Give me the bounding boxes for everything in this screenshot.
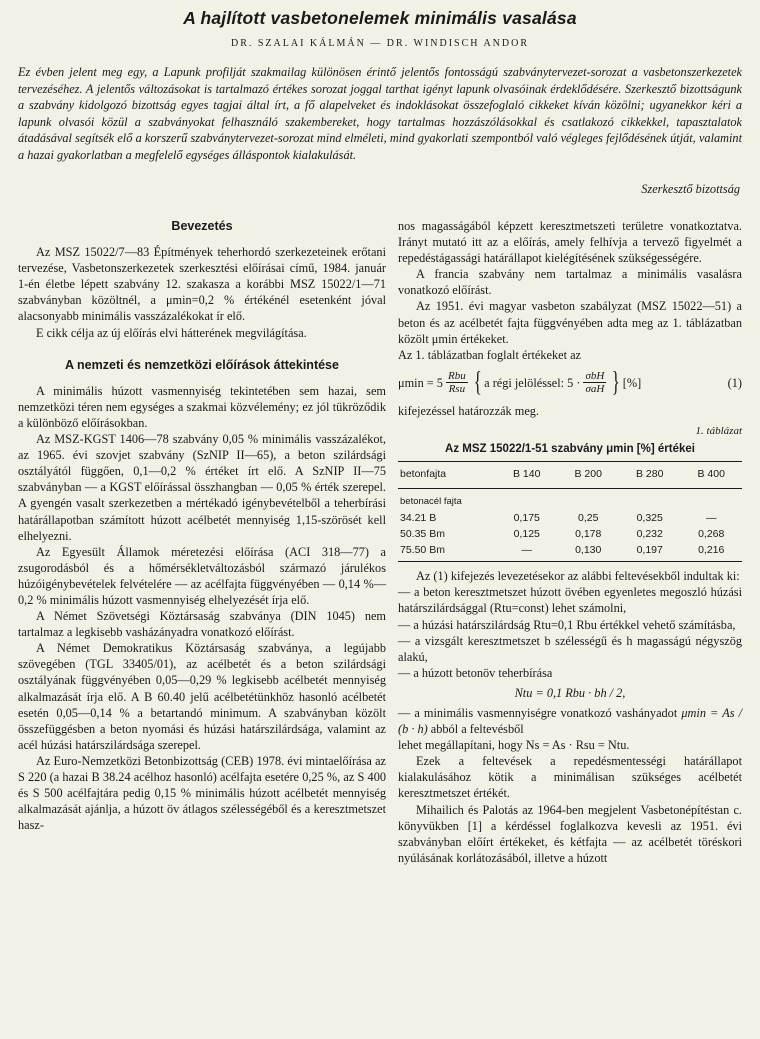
table-header: betonfajta <box>398 462 496 489</box>
paragraph: Ezek a feltevések a repedésmentességi határállapot kialakulásához kötik a minimálisan szükséges acélbetét keresztmetszet értékét. <box>398 754 742 801</box>
list-item: — a vizsgált keresztmetszet b szélességű és h magasságú négyszög alakú, <box>398 633 742 664</box>
table-title: Az MSZ 15022/1-51 szabvány μmin [%] értékei <box>445 443 695 456</box>
paragraph: Az Euro-Nemzetközi Betonbizottság (CEB) 1978. évi mintaelőírása az S 220 (a hazai B 38.24 acélhoz hasonló) acélfajta esetére 0,25 %, az S 400 és S 500 acélfajtára pedig 0,15 % minimális húzott acélbetét mennyiség alkalmazását ajánlja, a húzott öv átlagos szélességéből és a keresztmetszet hasz- <box>18 753 386 833</box>
assumptions-list-cont <box>398 705 742 753</box>
table-cell: 0,175 <box>513 512 540 525</box>
table-row <box>398 526 742 542</box>
table-row <box>398 542 742 562</box>
assumptions-list <box>398 584 742 681</box>
paragraph: nos magasságából képzett keresztmetszeti területre vonatkoztatva. Irányt mutató itt az a előírás, amely felhívja a tervező figyelmét a repedéstágassági határállapot kielégítésének szükségességére. <box>398 219 742 266</box>
list-item-text: abból a feltevésből <box>430 722 524 737</box>
paragraph: Az MSZ 15022/7—83 Építmények teherhordó szerkezeteinek erőtani tervezése, Vasbetonszerkezetek szerkesztési előírásai című, 1984. január 1-én életbe lépett szabvány 12. szakasza a korábbi MSZ 15022/1—71 szabványban közöltnél, a μmin=0,2 % értékénél esetenként jóval alacsonyabb minimális vasszázalékokat ír elő. <box>18 245 386 324</box>
table-cell: 50.35 Bm <box>400 528 445 541</box>
authors-line: DR. SZALAI KÁLMÁN — DR. WINDISCH ANDOR <box>230 38 530 49</box>
table-cell: 0,197 <box>619 542 680 562</box>
paragraph: A francia szabvány nem tartalmaz a minimális vasalásra vonatkozó előírást. <box>398 267 742 298</box>
editorial-signature: Szerkesztő bizottság <box>641 182 740 196</box>
list-item: — a húzott betonöv teherbírása <box>398 665 553 680</box>
data-table <box>398 461 742 562</box>
table-header: B 400 <box>680 462 742 489</box>
paragraph: Az 1. táblázatban foglalt értékeket az <box>398 347 581 362</box>
table-group-row <box>398 489 742 511</box>
paragraph: Az Egyesült Államok méretezési előírása (ACI 318—77) a zsugorodásból és a hőmérsékletváltozásból származó járulékos húzóigénybevételek felvételére — az acélfajta függvényében — 0,14 %—0,2 % minimális húzott vasmennyiség elhelyezését írja elő. <box>18 544 386 607</box>
table-cell: 0,232 <box>636 528 663 541</box>
table-row <box>398 510 742 526</box>
article-title: A hajlított vasbetonelemek minimális vasalása <box>183 8 577 28</box>
list-item: lehet megállapítani, hogy Ns = As · Rsu = Ntu. <box>398 738 630 753</box>
heading-review: A nemzeti és nemzetközi előírások áttekintése <box>65 357 339 372</box>
paragraph: A Német Demokratikus Köztársaság szabványa, a legújabb szövegében (TGL 33405/01), az acélbetét és a beton szilárdsági osztályának függvényében 0,05—0,29 % legkisebb acélbetét mennyiség alkalmazását írja elő. A B 60.40 jelű acélbetétünkhöz hasonló acélbetét esetén 0,05—0,14 % a betartandó minimum. A szabványban közölt összefüggésben a beton nyomási és húzási határszilárdsága, valamint az acél húzási határszilárdsága szerepel. <box>18 641 386 752</box>
formula-mid: a régi jelöléssel: 5 · <box>484 375 581 390</box>
table-cell: 34.21 B <box>400 512 437 525</box>
paragraph: Az 1951. évi magyar vasbeton szabályzat (MSZ 15022—51) a beton és az acélbetét fajta függvényében adta meg az 1. táblázatban közölt μmin értékeket. <box>398 299 742 346</box>
paragraph: Mihailich és Palotás az 1964-ben megjelent Vasbetonépítéstan c. könyvükben [1] a kérdéssel foglalkozva kevesli az 1951. évi szabványban előírt értékeket, és kétfajta — az acélbetét töréskori nyúlásának korlátozásából, illetve a húzott <box>398 802 742 865</box>
table-cell: — <box>496 542 557 562</box>
equation-number: (1) <box>727 375 742 390</box>
table-cell: 0,125 <box>513 528 540 541</box>
left-column <box>18 214 386 833</box>
fraction-denominator: σaH <box>585 383 605 396</box>
editorial-lead: Ez évben jelent meg egy, a Lapunk profilját szakmailag különösen érintő jelentős fontosságú szabványtervezet-sorozat a vasbetonszerkezetek tervezéséhez. A jelentős változásokat is tartalmazó értékes sorozat joggal tarthat igényt lapunk olvasóinak érdeklődésére. Szerkesztő bizottságunk a szabvány kidolgozó bizottság egyes tagjai által írt, a fő alapelveket és indoklásokat összefoglaló cikkeket kíván közölni; ugyanekkor kéri a lapunk olvasói közül a szabványokat felhasználó szakembereket, hogy tartalmas hozzászólásokkal és csatlakozó cikkekkel, tapasztalatok átadásával segítsék elő a korszerű szabványtervezet-sorozat mind elméleti, mind gyakorlati szempontból való végleges fejlődésének útját, valamint a hazai gyakorlatban a megfelelő egységes álláspontok kialakulását. <box>18 65 742 162</box>
heading-introduction: Bevezetés <box>171 219 233 233</box>
formula-lhs: μmin = 5 <box>398 375 443 390</box>
right-column <box>398 218 742 866</box>
formula-unit: [%] <box>622 375 642 390</box>
fraction-numerator: σbH <box>585 370 605 383</box>
paragraph: Az MSZ-KGST 1406—78 szabvány 0,05 % minimális vasszázalékot, az 1965. évi szovjet szabvány (SzNIP II—65), a beton szilárdsági osztályától függően, 0,1—0,2 % értéket írt elő. A SzNIP II—75 szabványban — a KGST előírással összhangban — 0,05 % érték szerepel. A gyengén vasalt szerkezetben a mértékadó igénybevételből a teherbírási határállapotban számított húzott acélbetét mennyiség 1,15-szörösét kell elhelyezni. <box>18 432 386 543</box>
fraction <box>446 370 468 395</box>
table-header: B 140 <box>496 462 557 489</box>
table-caption: 1. táblázat <box>695 424 742 437</box>
paragraph: A minimális húzott vasmennyiség tekintetében sem hazai, sem nemzetközi téren nem egységes a szakmai közvélemény; ez jól tükröződik a különböző előírásokban. <box>18 383 386 430</box>
paragraph: Az (1) kifejezés levezetésekor az alábbi feltevésekből indultak ki: <box>416 569 740 584</box>
table-cell: 0,216 <box>680 542 742 562</box>
table-header: B 280 <box>619 462 680 489</box>
brace-right: } <box>612 366 621 398</box>
table-cell: 0,25 <box>578 512 599 525</box>
table-cell: 0,268 <box>698 528 725 541</box>
list-item-text: — a minimális vasmennyiségre vonatkozó vashányadot <box>398 705 678 720</box>
formula-2: Ntu = 0,1 Rbu · bh / 2, <box>514 685 626 700</box>
list-item: — a beton keresztmetszet húzott övében egyenletes megoszló húzási határszilárdsággal (Rtu=const) lehet számolni, <box>398 585 742 616</box>
table-cell: 75.50 Bm <box>398 542 496 562</box>
list-item: — a húzási határszilárdság Rtu=0,1 Rbu értékkel vehető számításba, <box>398 617 736 632</box>
table-group-label: betonacél fajta <box>400 496 462 508</box>
table-cell: 0,325 <box>636 512 663 525</box>
paragraph: A Német Szövetségi Köztársaság szabványa (DIN 1045) nem tartalmaz a legkisebb vasházányadra vonatkozó előírást. <box>18 609 386 640</box>
fraction-denominator: Rsu <box>448 383 466 396</box>
table-cell: 0,130 <box>557 542 618 562</box>
fraction <box>583 370 606 395</box>
paragraph: E cikk célja az új előírás elvi hátterének megvilágítása. <box>36 325 307 340</box>
formula-1 <box>398 366 742 398</box>
list-item <box>398 705 742 737</box>
table-cell: — <box>705 512 717 525</box>
brace-left: { <box>473 366 482 398</box>
paragraph: kifejezéssel határozzák meg. <box>398 403 539 418</box>
formula-3: μmin = As / (b · h) <box>398 705 743 737</box>
table-cell: 0,178 <box>575 528 602 541</box>
fraction-numerator: Rbu <box>447 370 466 383</box>
table-header: B 200 <box>557 462 618 489</box>
